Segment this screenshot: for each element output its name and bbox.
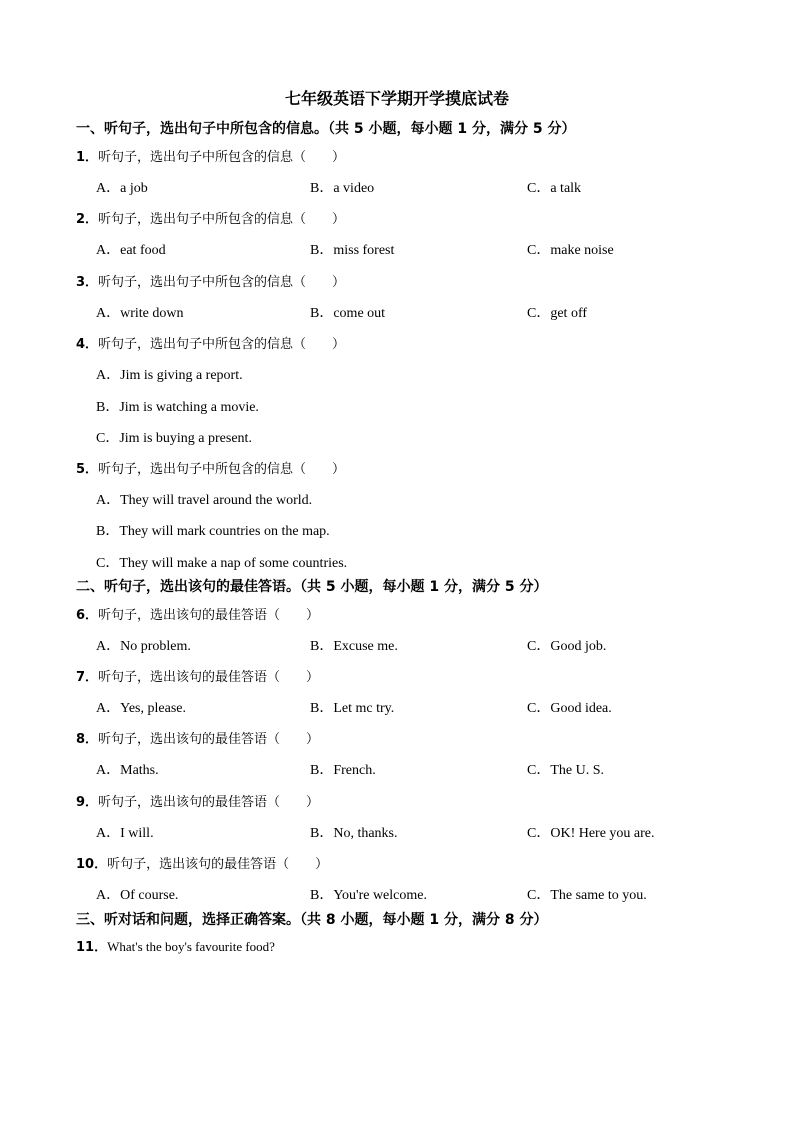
section-heading-1: 一、听句子，选出句子中所包含的信息。（共 5 小题，每小题 1 分，满分 5 分）: [76, 121, 576, 137]
question-text: 听句子，选出该句的最佳答语（ ）: [98, 670, 320, 685]
option-8b[interactable]: [310, 759, 376, 779]
option-letter: A．: [96, 888, 121, 903]
option-5b[interactable]: [96, 520, 330, 540]
option-text: Of course.: [120, 888, 179, 903]
option-text: No problem.: [120, 639, 191, 654]
option-text: You're welcome.: [333, 888, 427, 903]
option-text: They will mark countries on the map.: [119, 524, 330, 539]
option-text: I will.: [120, 826, 154, 841]
option-letter: A．: [96, 181, 121, 196]
option-letter: C．: [527, 243, 551, 258]
option-10a[interactable]: [96, 884, 178, 904]
option-letter: C．: [527, 763, 551, 778]
option-7b[interactable]: [310, 697, 394, 717]
option-text: No, thanks.: [333, 826, 398, 841]
option-letter: A．: [96, 826, 121, 841]
question-11: [76, 936, 275, 955]
option-1a[interactable]: [96, 177, 148, 197]
question-number: 1．: [76, 150, 99, 165]
option-text: Let mc try.: [333, 701, 395, 716]
option-text: Good job.: [550, 639, 607, 654]
option-10b[interactable]: [310, 884, 427, 904]
question-text: What's the boy's favourite food?: [107, 939, 275, 954]
option-4c[interactable]: [96, 427, 252, 447]
option-10c[interactable]: [527, 884, 647, 904]
option-8a[interactable]: [96, 759, 159, 779]
option-letter: A．: [96, 639, 121, 654]
question-3: [76, 271, 345, 290]
question-number: 7．: [76, 670, 99, 685]
question-text: 听句子，选出该句的最佳答语（ ）: [98, 608, 320, 623]
question-number: 5．: [76, 462, 99, 477]
option-letter: B．: [310, 306, 334, 321]
option-letter: A．: [96, 763, 121, 778]
option-text: a talk: [550, 181, 582, 196]
question-4: [76, 333, 345, 352]
option-text: come out: [333, 306, 386, 321]
question-text: 听句子，选出句子中所包含的信息（ ）: [98, 275, 346, 290]
option-letter: C．: [96, 431, 120, 446]
question-text: 听句子，选出该句的最佳答语（ ）: [98, 732, 320, 747]
option-text: Excuse me.: [333, 639, 398, 654]
option-text: a job: [120, 181, 148, 196]
option-1b[interactable]: [310, 177, 374, 197]
option-letter: B．: [310, 243, 334, 258]
question-5: [76, 458, 345, 477]
option-text: OK! Here you are.: [550, 826, 655, 841]
option-1c[interactable]: [527, 177, 581, 197]
option-letter: B．: [310, 888, 334, 903]
option-letter: B．: [310, 639, 334, 654]
option-letter: B．: [96, 400, 120, 415]
option-4b[interactable]: [96, 396, 259, 416]
option-9c[interactable]: [527, 822, 655, 842]
option-text: Jim is watching a movie.: [119, 400, 259, 415]
question-2: [76, 208, 345, 227]
option-7a[interactable]: [96, 697, 186, 717]
option-9a[interactable]: [96, 822, 154, 842]
option-5c[interactable]: [96, 552, 347, 572]
question-7: [76, 666, 319, 685]
option-letter: C．: [527, 181, 551, 196]
option-letter: B．: [96, 524, 120, 539]
option-3c[interactable]: [527, 302, 587, 322]
option-letter: B．: [310, 181, 334, 196]
option-text: They will make a nap of some countries.: [119, 556, 348, 571]
option-2b[interactable]: [310, 239, 394, 259]
question-6: [76, 604, 319, 623]
question-number: 9．: [76, 795, 99, 810]
option-letter: A．: [96, 243, 121, 258]
option-letter: A．: [96, 701, 121, 716]
option-text: make noise: [550, 243, 614, 258]
option-letter: C．: [527, 888, 551, 903]
option-letter: A．: [96, 368, 121, 383]
option-7c[interactable]: [527, 697, 612, 717]
option-text: Jim is buying a present.: [119, 431, 252, 446]
option-letter: C．: [96, 556, 120, 571]
section-heading-2: 二、听句子，选出该句的最佳答语。（共 5 小题，每小题 1 分，满分 5 分）: [76, 579, 548, 595]
question-number: 11．: [76, 940, 108, 955]
option-text: The U. S.: [550, 763, 605, 778]
option-3b[interactable]: [310, 302, 385, 322]
option-text: The same to you.: [550, 888, 647, 903]
option-text: get off: [550, 306, 588, 321]
question-1: [76, 146, 345, 165]
option-letter: A．: [96, 306, 121, 321]
question-text: 听句子，选出该句的最佳答语（ ）: [107, 857, 329, 872]
option-text: Jim is giving a report.: [120, 368, 243, 383]
option-8c[interactable]: [527, 759, 604, 779]
option-6b[interactable]: [310, 635, 398, 655]
option-2a[interactable]: [96, 239, 166, 259]
option-letter: B．: [310, 701, 334, 716]
option-text: write down: [120, 306, 184, 321]
question-number: 2．: [76, 212, 99, 227]
option-letter: C．: [527, 639, 551, 654]
question-text: 听句子，选出句子中所包含的信息（ ）: [98, 337, 346, 352]
option-letter: A．: [96, 493, 121, 508]
option-text: French.: [333, 763, 376, 778]
question-number: 3．: [76, 275, 99, 290]
question-10: [76, 853, 328, 872]
option-text: miss forest: [333, 243, 395, 258]
option-letter: C．: [527, 701, 551, 716]
page-title: 七年级英语下学期开学摸底试卷: [284, 89, 509, 108]
option-letter: B．: [310, 763, 334, 778]
question-text: 听句子，选出句子中所包含的信息（ ）: [98, 462, 346, 477]
option-text: eat food: [120, 243, 166, 258]
option-6c[interactable]: [527, 635, 606, 655]
question-number: 6．: [76, 608, 99, 623]
question-number: 8．: [76, 732, 99, 747]
option-6a[interactable]: [96, 635, 191, 655]
option-text: Good idea.: [550, 701, 612, 716]
option-9b[interactable]: [310, 822, 398, 842]
question-text: 听句子，选出该句的最佳答语（ ）: [98, 795, 320, 810]
question-number: 10．: [76, 857, 108, 872]
option-5a[interactable]: [96, 489, 312, 509]
question-8: [76, 728, 319, 747]
option-text: a video: [333, 181, 375, 196]
question-number: 4．: [76, 337, 99, 352]
option-text: They will travel around the world.: [120, 493, 313, 508]
question-text: 听句子，选出句子中所包含的信息（ ）: [98, 212, 346, 227]
question-9: [76, 791, 319, 810]
option-3a[interactable]: [96, 302, 184, 322]
option-letter: B．: [310, 826, 334, 841]
option-4a[interactable]: [96, 364, 243, 384]
option-2c[interactable]: [527, 239, 614, 259]
question-text: 听句子，选出句子中所包含的信息（ ）: [98, 150, 346, 165]
section-heading-3: 三、听对话和问题，选择正确答案。（共 8 小题，每小题 1 分，满分 8 分）: [76, 912, 548, 928]
option-letter: C．: [527, 306, 551, 321]
option-letter: C．: [527, 826, 551, 841]
option-text: Yes, please.: [120, 701, 186, 716]
option-text: Maths.: [120, 763, 159, 778]
